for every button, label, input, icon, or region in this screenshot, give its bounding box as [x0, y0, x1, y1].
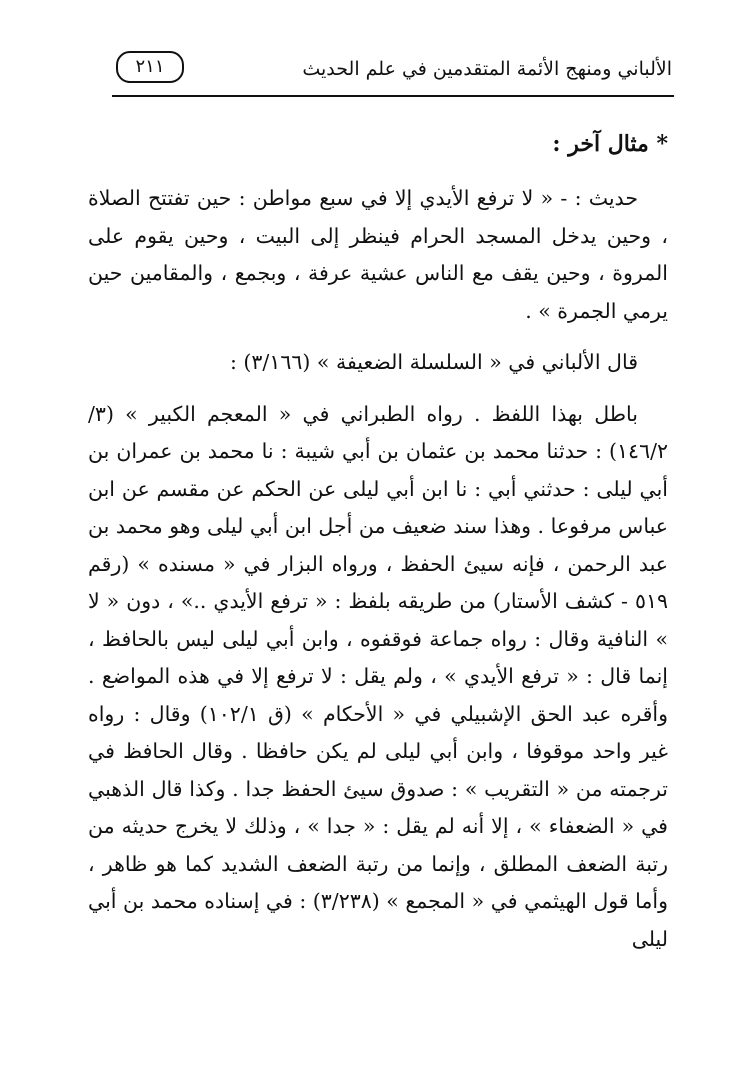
citation-intro: قال الألباني في « السلسلة الضعيفة » (٣/١٦٦) :	[230, 350, 638, 374]
page-number: ٢١١	[116, 51, 184, 83]
page-header	[112, 48, 672, 92]
commentary-text: باطل بهذا اللفظ . رواه الطبراني في « المعجم الكبير » (٣/ ١٤٦/٢) : حدثنا محمد بن عثمان بن أبي شيبة : نا محمد بن عمران بن أبي ليلى : حدثني أبي : نا ابن أبي ليلى عن الحكم عن مقسم عن ابن عباس مرفوعا . وهذا سند ضعيف من أجل ابن أبي ليلى وهو محمد بن عبد الرحمن ، فإنه سيئ الحفظ ، ورواه البزار في « مسنده » (رقم ٥١٩ - كشف الأستار) من طريقه بلفظ : « ترفع الأيدي ..» ، دون « لا » النافية وقال : رواه جماعة فوقفوه ، وابن أبي ليلى ليس بالحافظ ، إنما قال : « ترفع الأيدي » ، ولم يقل : لا ترفع إلا في هذه المواضع . وأقره عبد الحق الإشبيلي في « الأحكام » (ق ١٠٢/١) وقال : رواه غير واحد موقوفا ، وابن أبي ليلى لم يكن حافظا . وقال الحافظ في ترجمته من « التقريب » : صدوق سيئ الحفظ جدا . وكذا قال الذهبي في « الضعفاء » ، إلا أنه لم يقل : « جدا » ، وذلك لا يخرج حديثه من رتبة الضعف المطلق ، وإنما من رتبة الضعف الشديد كما هو ظاهر ، وأما قول الهيثمي في « المجمع » (٣/٢٣٨) : في إسناده محمد بن أبي ليلى	[88, 401, 669, 951]
hadith-text: حديث : - « لا ترفع الأيدي إلا في سبع مواطن : حين تفتتح الصلاة ، وحين يدخل المسجد الحرام فينظر إلى البيت ، وحين يقوم على المروة ، وحين يقف مع الناس عشية عرفة ، وبجمع ، والمقامين حين يرمي الجمرة » .	[88, 186, 668, 323]
running-title: الألباني ومنهج الأئمة المتقدمين في علم الحديث	[302, 58, 672, 80]
section-heading: * مثال آخر :	[552, 131, 668, 157]
page-body	[88, 112, 668, 958]
header-rule	[112, 95, 674, 97]
